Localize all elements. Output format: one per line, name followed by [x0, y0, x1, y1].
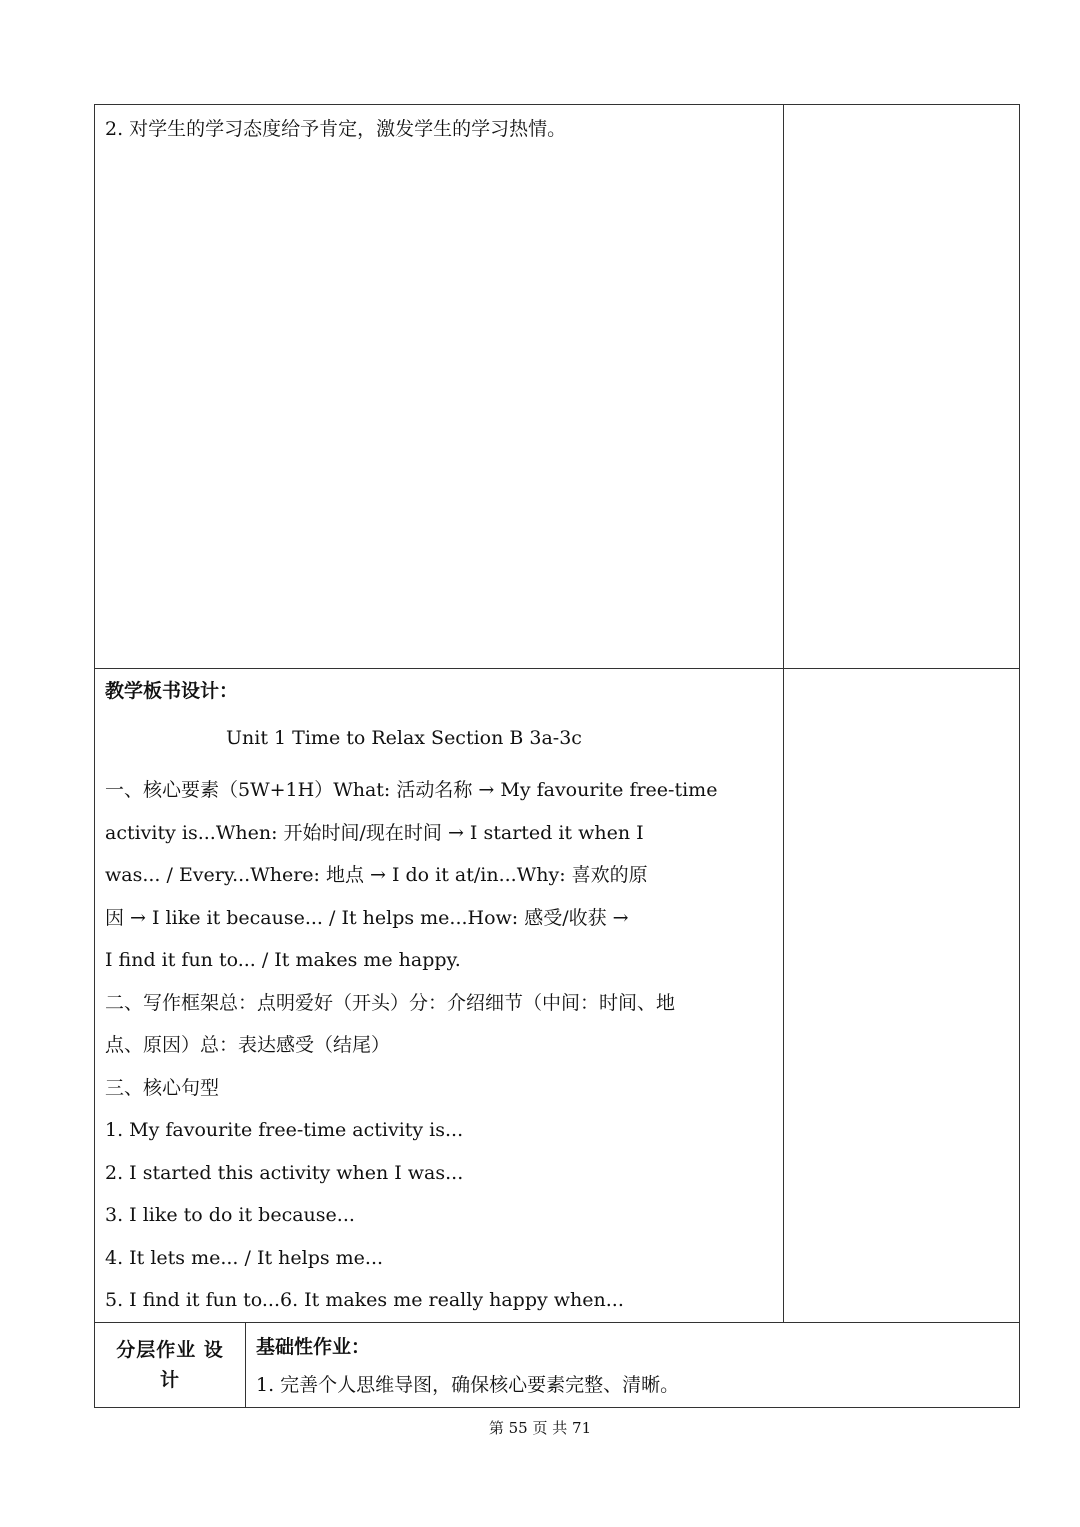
board-design-cell — [95, 669, 784, 1323]
notes-cell — [784, 669, 1020, 1323]
board-line: was... / Every...Where: 地点 → I do it at/in...Why: 喜欢的原 — [105, 864, 648, 886]
notes-cell — [784, 105, 1020, 669]
board-line: activity is...When: 开始时间/现在时间 → I started it when I — [105, 821, 644, 844]
reflection-cell — [95, 105, 784, 669]
board-line: 三、核心句型 — [105, 1076, 220, 1099]
homework-item: 1. 完善个人思维导图，确保核心要素完整、清晰。 — [256, 1373, 680, 1396]
table-row — [95, 669, 1020, 1323]
board-line: 一、核心要素（5W+1H）What: 活动名称 → My favourite free-time — [105, 779, 718, 801]
homework-label-line2: 计 — [159, 1368, 180, 1391]
reflection-text: 2. 对学生的学习态度给予肯定，激发学生的学习热情。 — [105, 118, 567, 140]
homework-content-cell — [246, 1322, 1020, 1407]
lesson-plan-table — [94, 104, 1020, 1408]
board-line: 点、原因）总：表达感受（结尾） — [105, 1034, 391, 1056]
page-footer: 第 55 页 共 71 — [488, 1419, 592, 1437]
board-line: 4. It lets me... / It helps me... — [105, 1246, 384, 1269]
board-line: 因 → I like it because... / It helps me...How: 感受/收获 → — [105, 906, 629, 929]
table-row — [95, 1322, 1020, 1407]
unit-title: Unit 1 Time to Relax Section B 3a-3c — [226, 727, 582, 749]
homework-label-cell — [95, 1322, 246, 1407]
homework-title: 基础性作业： — [256, 1335, 371, 1358]
board-heading: 教学板书设计： — [105, 680, 239, 702]
board-line: 二、写作框架总：点明爱好（开头）分：介绍细节（中间：时间、地 — [105, 991, 676, 1014]
board-line: I find it fun to... / It makes me happy. — [105, 949, 461, 971]
homework-label-line1: 分层作业 设 — [116, 1338, 224, 1361]
board-line: 3. I like to do it because... — [105, 1204, 355, 1226]
board-line: 2. I started this activity when I was... — [105, 1161, 464, 1184]
table-row — [95, 105, 1020, 669]
board-line: 1. My favourite free-time activity is... — [105, 1119, 464, 1141]
board-line: 5. I find it fun to...6. It makes me really happy when... — [105, 1289, 624, 1311]
